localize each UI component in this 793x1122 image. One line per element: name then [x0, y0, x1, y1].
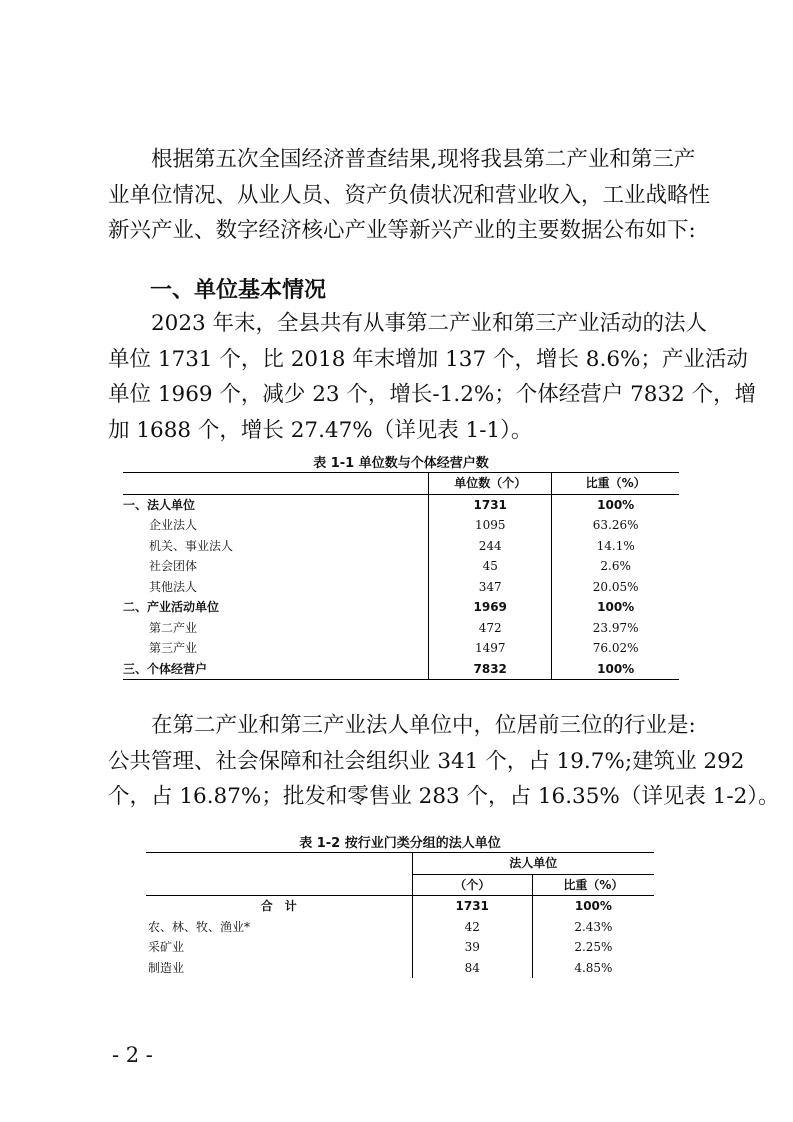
text-line: 业单位情况、从业人员、资产负债状况和营业收入，工业战略性	[108, 182, 711, 208]
row-count: 1095	[429, 515, 552, 536]
table-row	[123, 638, 679, 659]
row-share: 100%	[552, 494, 679, 515]
table-row	[123, 556, 679, 577]
row-name: 采矿业	[148, 940, 185, 954]
row-count: 45	[429, 556, 552, 577]
section1-paragraph	[108, 306, 757, 448]
paragraph-2	[108, 708, 780, 815]
table-row	[123, 536, 679, 557]
row-share: 100%	[532, 896, 654, 917]
row-share: 76.02%	[552, 638, 679, 659]
text-line: 根据第五次全国经济普查结果,现将我县第二产业和第三产	[151, 147, 696, 172]
text-line: 加 1688 个，增长 27.47%（详见表 1-1）。	[108, 417, 533, 443]
section-heading: 一、单位基本情况	[150, 278, 327, 303]
row-share: 14.1%	[552, 536, 679, 557]
table-header-cell: 比重（%）	[552, 473, 679, 495]
row-count: 39	[412, 937, 532, 958]
row-name: 第二产业	[149, 620, 198, 635]
text-line: 新兴产业、数字经济核心产业等新兴产业的主要数据公布如下:	[108, 218, 696, 243]
row-count: 1969	[429, 597, 552, 618]
row-share: 2.25%	[532, 937, 654, 958]
row-name: 第三产业	[149, 641, 198, 655]
row-share: 2.6%	[552, 556, 679, 577]
row-count: 42	[412, 917, 532, 938]
table-row	[123, 494, 679, 515]
text-line: 2023 年末，全县共有从事第二产业和第三产业活动的法人	[151, 311, 708, 336]
row-share: 23.97%	[552, 618, 679, 639]
row-name: 社会团体	[149, 559, 198, 573]
table-row	[123, 618, 679, 639]
text-line: 单位 1731 个，比 2018 年末增加 137 个，增长 8.6%；产业活动	[108, 346, 748, 372]
row-share: 100%	[552, 659, 679, 680]
table-header-cell: （个）	[412, 874, 532, 896]
table-header-row	[123, 473, 679, 495]
table2	[146, 852, 654, 978]
row-name: 制造业	[148, 960, 185, 975]
row-count: 1731	[429, 494, 552, 515]
row-share: 100%	[552, 597, 679, 618]
row-share: 20.05%	[552, 577, 679, 598]
row-name: 企业法人	[149, 518, 198, 532]
row-share: 2.43%	[532, 917, 654, 938]
table-row	[123, 659, 679, 680]
table-header-cell	[123, 473, 429, 495]
intro-paragraph	[108, 142, 711, 249]
row-count: 7832	[429, 659, 552, 680]
group-header: 法人单位	[412, 853, 654, 875]
row-name: 一、法人单位	[123, 497, 196, 512]
table-row	[146, 917, 654, 938]
row-name: 其他法人	[149, 579, 198, 594]
text-line: 单位 1969 个，减少 23 个，增长-1.2%；个体经营户 7832 个，增	[108, 382, 757, 407]
row-count: 244	[429, 536, 552, 557]
table-row	[123, 577, 679, 598]
table-row	[123, 597, 679, 618]
row-name: 二、产业活动单位	[123, 600, 220, 614]
text-line: 个，占 16.87%；批发和零售业 283 个，占 16.35%（详见表 1-2）。	[108, 784, 780, 809]
table-header-cell: 单位数（个）	[429, 473, 552, 495]
row-count: 347	[429, 577, 552, 598]
text-line: 公共管理、社会保障和社会组织业 341 个，占 19.7%;建筑业 292	[108, 748, 745, 774]
row-name: 合 计	[260, 899, 297, 913]
row-count: 84	[412, 958, 532, 979]
table-row	[146, 958, 654, 979]
row-share: 4.85%	[532, 958, 654, 979]
row-name: 农、林、牧、渔业*	[148, 919, 251, 934]
page-number: - 2 -	[112, 1043, 153, 1067]
table2-caption: 表 1-2 按行业门类分组的法人单位	[299, 836, 501, 851]
table-header-cell: 比重（%）	[532, 874, 654, 896]
total-row	[146, 896, 654, 917]
table-row	[123, 515, 679, 536]
table-row	[146, 937, 654, 958]
row-share: 63.26%	[552, 515, 679, 536]
table-header-row	[146, 853, 654, 875]
row-count: 1731	[412, 896, 532, 917]
table1	[123, 472, 679, 680]
row-count: 1497	[429, 638, 552, 659]
table1-caption: 表 1-1 单位数与个体经营户数	[313, 456, 489, 471]
row-name: 机关、事业法人	[149, 538, 234, 553]
text-line: 在第二产业和第三产业法人单位中，位居前三位的行业是:	[151, 713, 696, 738]
row-name: 三、个体经营户	[123, 661, 208, 676]
row-count: 472	[429, 618, 552, 639]
